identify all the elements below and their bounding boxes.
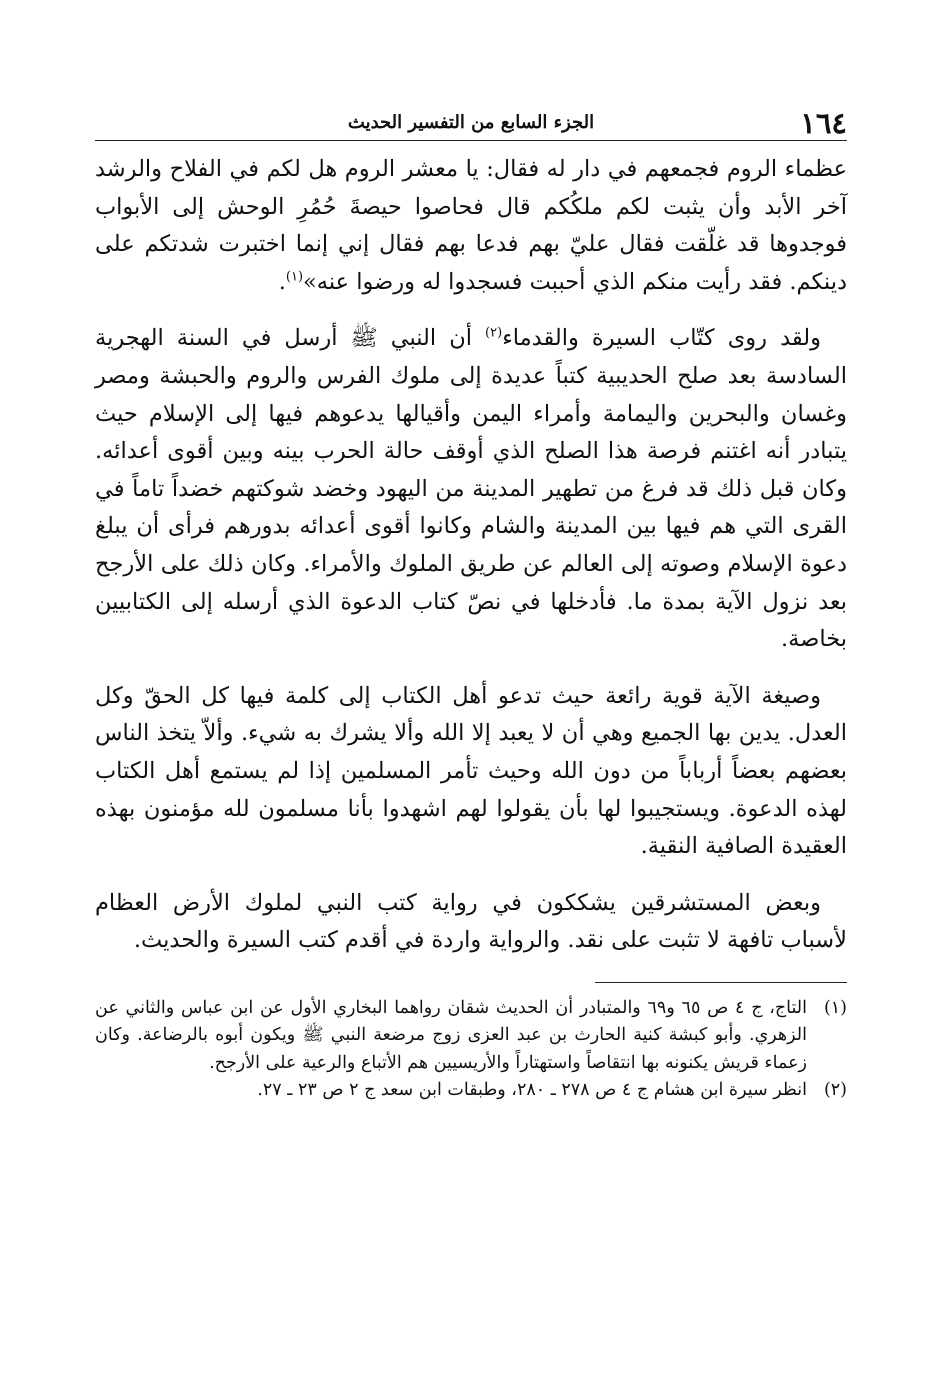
footnote-2 <box>95 1077 847 1105</box>
paragraph-3 <box>95 678 847 866</box>
paragraph-4-text: وبعض المستشرقين يشككون في رواية كتب النبي لملوك الأرض العظام لأسباب تافهة لا تثبت على نقد. والرواية واردة في أقدم كتب السيرة والحديث. <box>95 889 847 954</box>
footnote-2-marker: (٢) <box>823 1080 847 1101</box>
page-header <box>95 100 847 141</box>
footnote-1-text: التاج، ج ٤ ص ٦٥ و٦٩ والمتبادر أن الحديث شقان رواهما البخاري الأول عن ابن عباس والثاني عن الزهري. وأبو كبشة كنية الحارث بن عبد العزى زوج مرضعة النبي ﷺ ويكون أبوه بالرضاعة. وكان زعماء قريش يكنونه بها انتقاصاً واستهتاراً والأريسيين هم الأتباع والرعية على الأرجح. <box>95 997 807 1073</box>
footnote-ref-1: (١) <box>285 269 304 285</box>
running-title: الجزء السابع من التفسير الحديث <box>347 112 595 133</box>
paragraph-2 <box>95 320 847 658</box>
book-page <box>95 100 847 1105</box>
paragraph-4 <box>95 885 847 960</box>
paragraph-1-text: عظماء الروم فجمعهم في دار له فقال: يا معشر الروم هل لكم في الفلاح والرشد آخر الأبد وأن يثبت لكم ملكُكم قال فحاصوا حيصةَ حُمُرِ الوحش إلى الأبواب فوجدوها قد غلّقت فقال عليّ بهم فدعا بهم فقال إني إنما اختبرت شدتكم على دينكم. فقد رأيت منكم الذي أحببت فسجدوا له ورضوا عنه» <box>95 156 847 295</box>
footnote-2-text: انظر سيرة ابن هشام ج ٤ ص ٢٧٨ ـ ٢٨٠، وطبقات ابن سعد ج ٢ ص ٢٣ ـ ٢٧. <box>257 1080 807 1101</box>
footnote-ref-2: (٢) <box>485 325 503 341</box>
footnotes <box>95 995 847 1105</box>
paragraph-1 <box>95 151 847 301</box>
footnote-1-marker: (١) <box>823 997 847 1018</box>
paragraph-3-text: وصيغة الآية قوية رائعة حيث تدعو أهل الكتاب إلى كلمة فيها كل الحقّ وكل العدل. يدين بها الجميع وهي أن لا يعبد إلا الله وألا يشرك به شيء. وألاّ يتخذ الناس بعضهم بعضاً أرباباً من دون الله وحيث تأمر المسلمين إذا لم يستمع أهل الكتاب لهذه الدعوة. ويستجيبوا لها بأن يقولوا لهم اشهدوا بأنا مسلمون لله مؤمنون بهذه العقيدة الصافية النقية. <box>95 682 847 860</box>
paragraph-1-tail: . <box>278 268 286 295</box>
paragraph-2-lead: ولقد روى كتّاب السيرة والقدماء <box>502 325 822 352</box>
main-text <box>95 151 847 960</box>
footnote-1 <box>95 995 847 1078</box>
page-number: ١٦٤ <box>800 106 847 140</box>
paragraph-2-text: أن النبي ﷺ أرسل في السنة الهجرية السادسة بعد صلح الحديبية كتباً عديدة إلى ملوك الفرس والروم والحبشة ومصر وغسان والبحرين واليمامة وأمراء اليمن وأقيالها يدعوهم فيها إلى الإسلام حيث يتبادر أنه اغتنم فرصة هذا الصلح الذي أوقف حالة الحرب بينه وبين أقوى أعدائه. وكان قبل ذلك قد فرغ من تطهير المدينة من اليهود وخضد شوكتهم خضداً تاماً في القرى التي هم فيها بين المدينة والشام وكانوا أقوى أعدائه بدورهم فرأى أن يبلغ دعوة الإسلام وصوته إلى العالم عن طريق الملوك والأمراء. وكان ذلك على الأرجح بعد نزول الآية بمدة ما. فأدخلها في نصّ كتاب الدعوة الذي أرسله إلى الكتابيين بخاصة. <box>95 325 847 653</box>
footnote-divider <box>595 982 847 983</box>
